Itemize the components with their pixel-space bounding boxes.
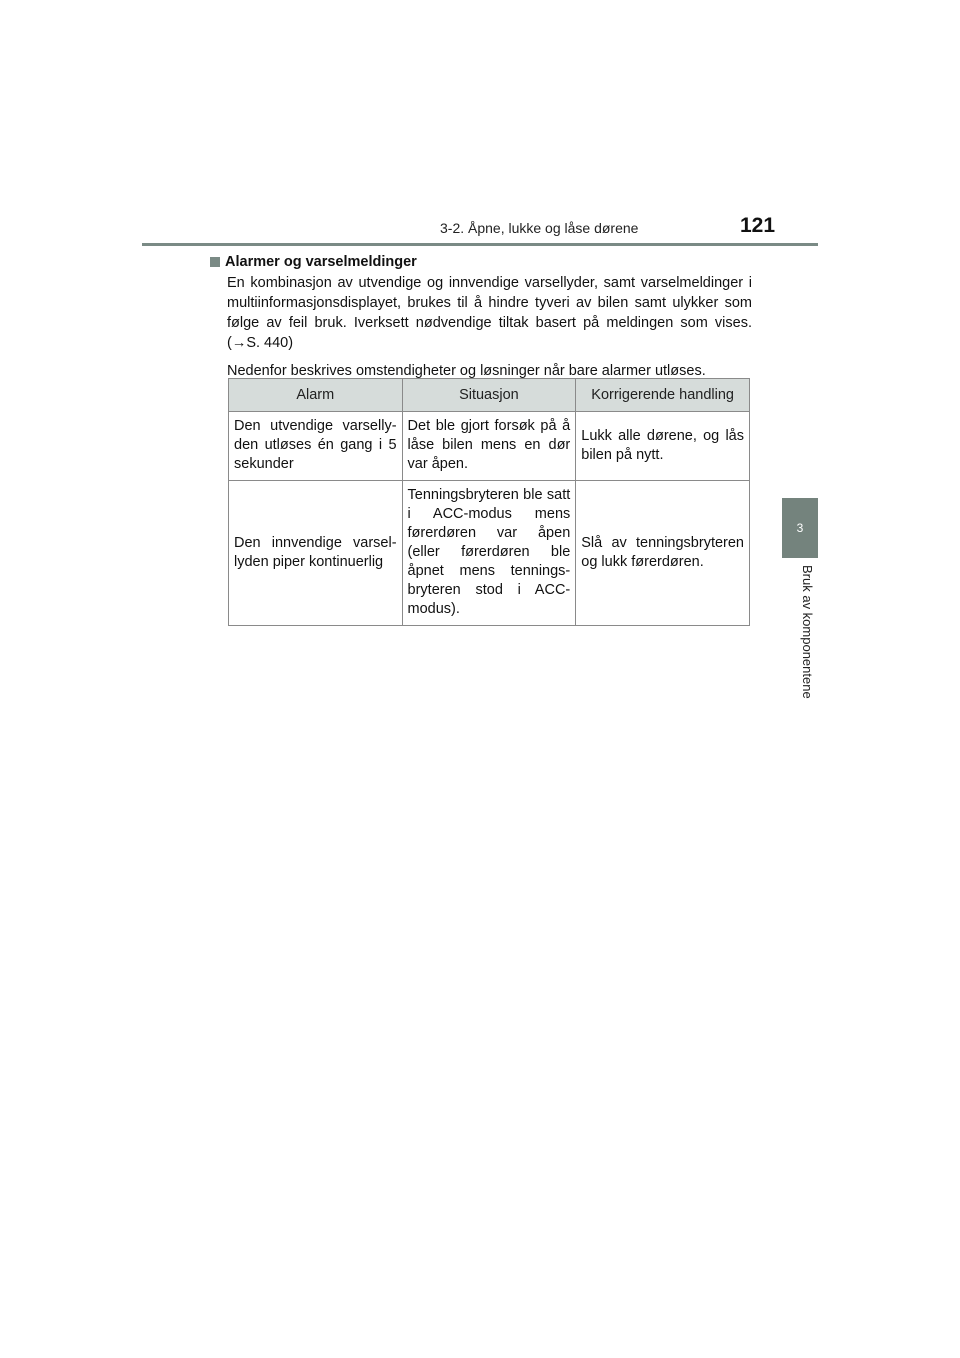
table-header-alarm: Alarm xyxy=(229,379,403,412)
chapter-number: 3 xyxy=(796,521,804,535)
header-divider xyxy=(142,243,818,246)
table-cell-situation: Tenningsbryteren ble satt i ACC-modus mens førerdøren var åpen (eller førerdøren ble åpnet mens tennings-bryteren stod i ACC-modus). xyxy=(402,481,576,626)
table-cell-alarm: Den utvendige varselly-den utløses én gang i 5 sekunder xyxy=(229,412,403,481)
section-heading-text: Alarmer og varselmeldinger xyxy=(225,254,417,270)
main-content xyxy=(210,254,752,381)
table-row xyxy=(229,481,750,626)
table-cell-action: Slå av tenningsbryteren og lukk førerdøren. xyxy=(576,481,750,626)
table-intro-paragraph: Nedenfor beskrives omstendigheter og løsninger når bare alarmer utløses. xyxy=(227,363,706,379)
page-number: 121 xyxy=(740,214,776,237)
table-header-situation: Situasjon xyxy=(402,379,576,412)
section-title: 3-2. Åpne, lukke og låse dørene xyxy=(440,220,639,236)
table-row xyxy=(229,412,750,481)
square-bullet-icon xyxy=(210,257,220,267)
chapter-tab xyxy=(782,498,818,558)
table-cell-situation: Det ble gjort forsøk på å låse bilen mens en dør var åpen. xyxy=(402,412,576,481)
intro-paragraph: En kombinasjon av utvendige og innvendige varsellyder, samt varselmeldinger i multiinformasjonsdisplayet, brukes til å hindre tyveri av bilen samt ulykker som følge av feil bruk. Iverksett nødvendige tiltak basert på meldingen som vises. (→S. 440) xyxy=(227,275,752,351)
table-cell-action: Lukk alle dørene, og lås bilen på nytt. xyxy=(576,412,750,481)
chapter-label: Bruk av komponentene xyxy=(800,565,815,699)
alarm-table xyxy=(228,378,750,626)
table-header-action: Korrigerende handling xyxy=(576,379,750,412)
table-header-row xyxy=(229,379,750,412)
section-heading xyxy=(210,254,752,270)
table-cell-alarm: Den innvendige varsel-lyden piper kontinuerlig xyxy=(229,481,403,626)
